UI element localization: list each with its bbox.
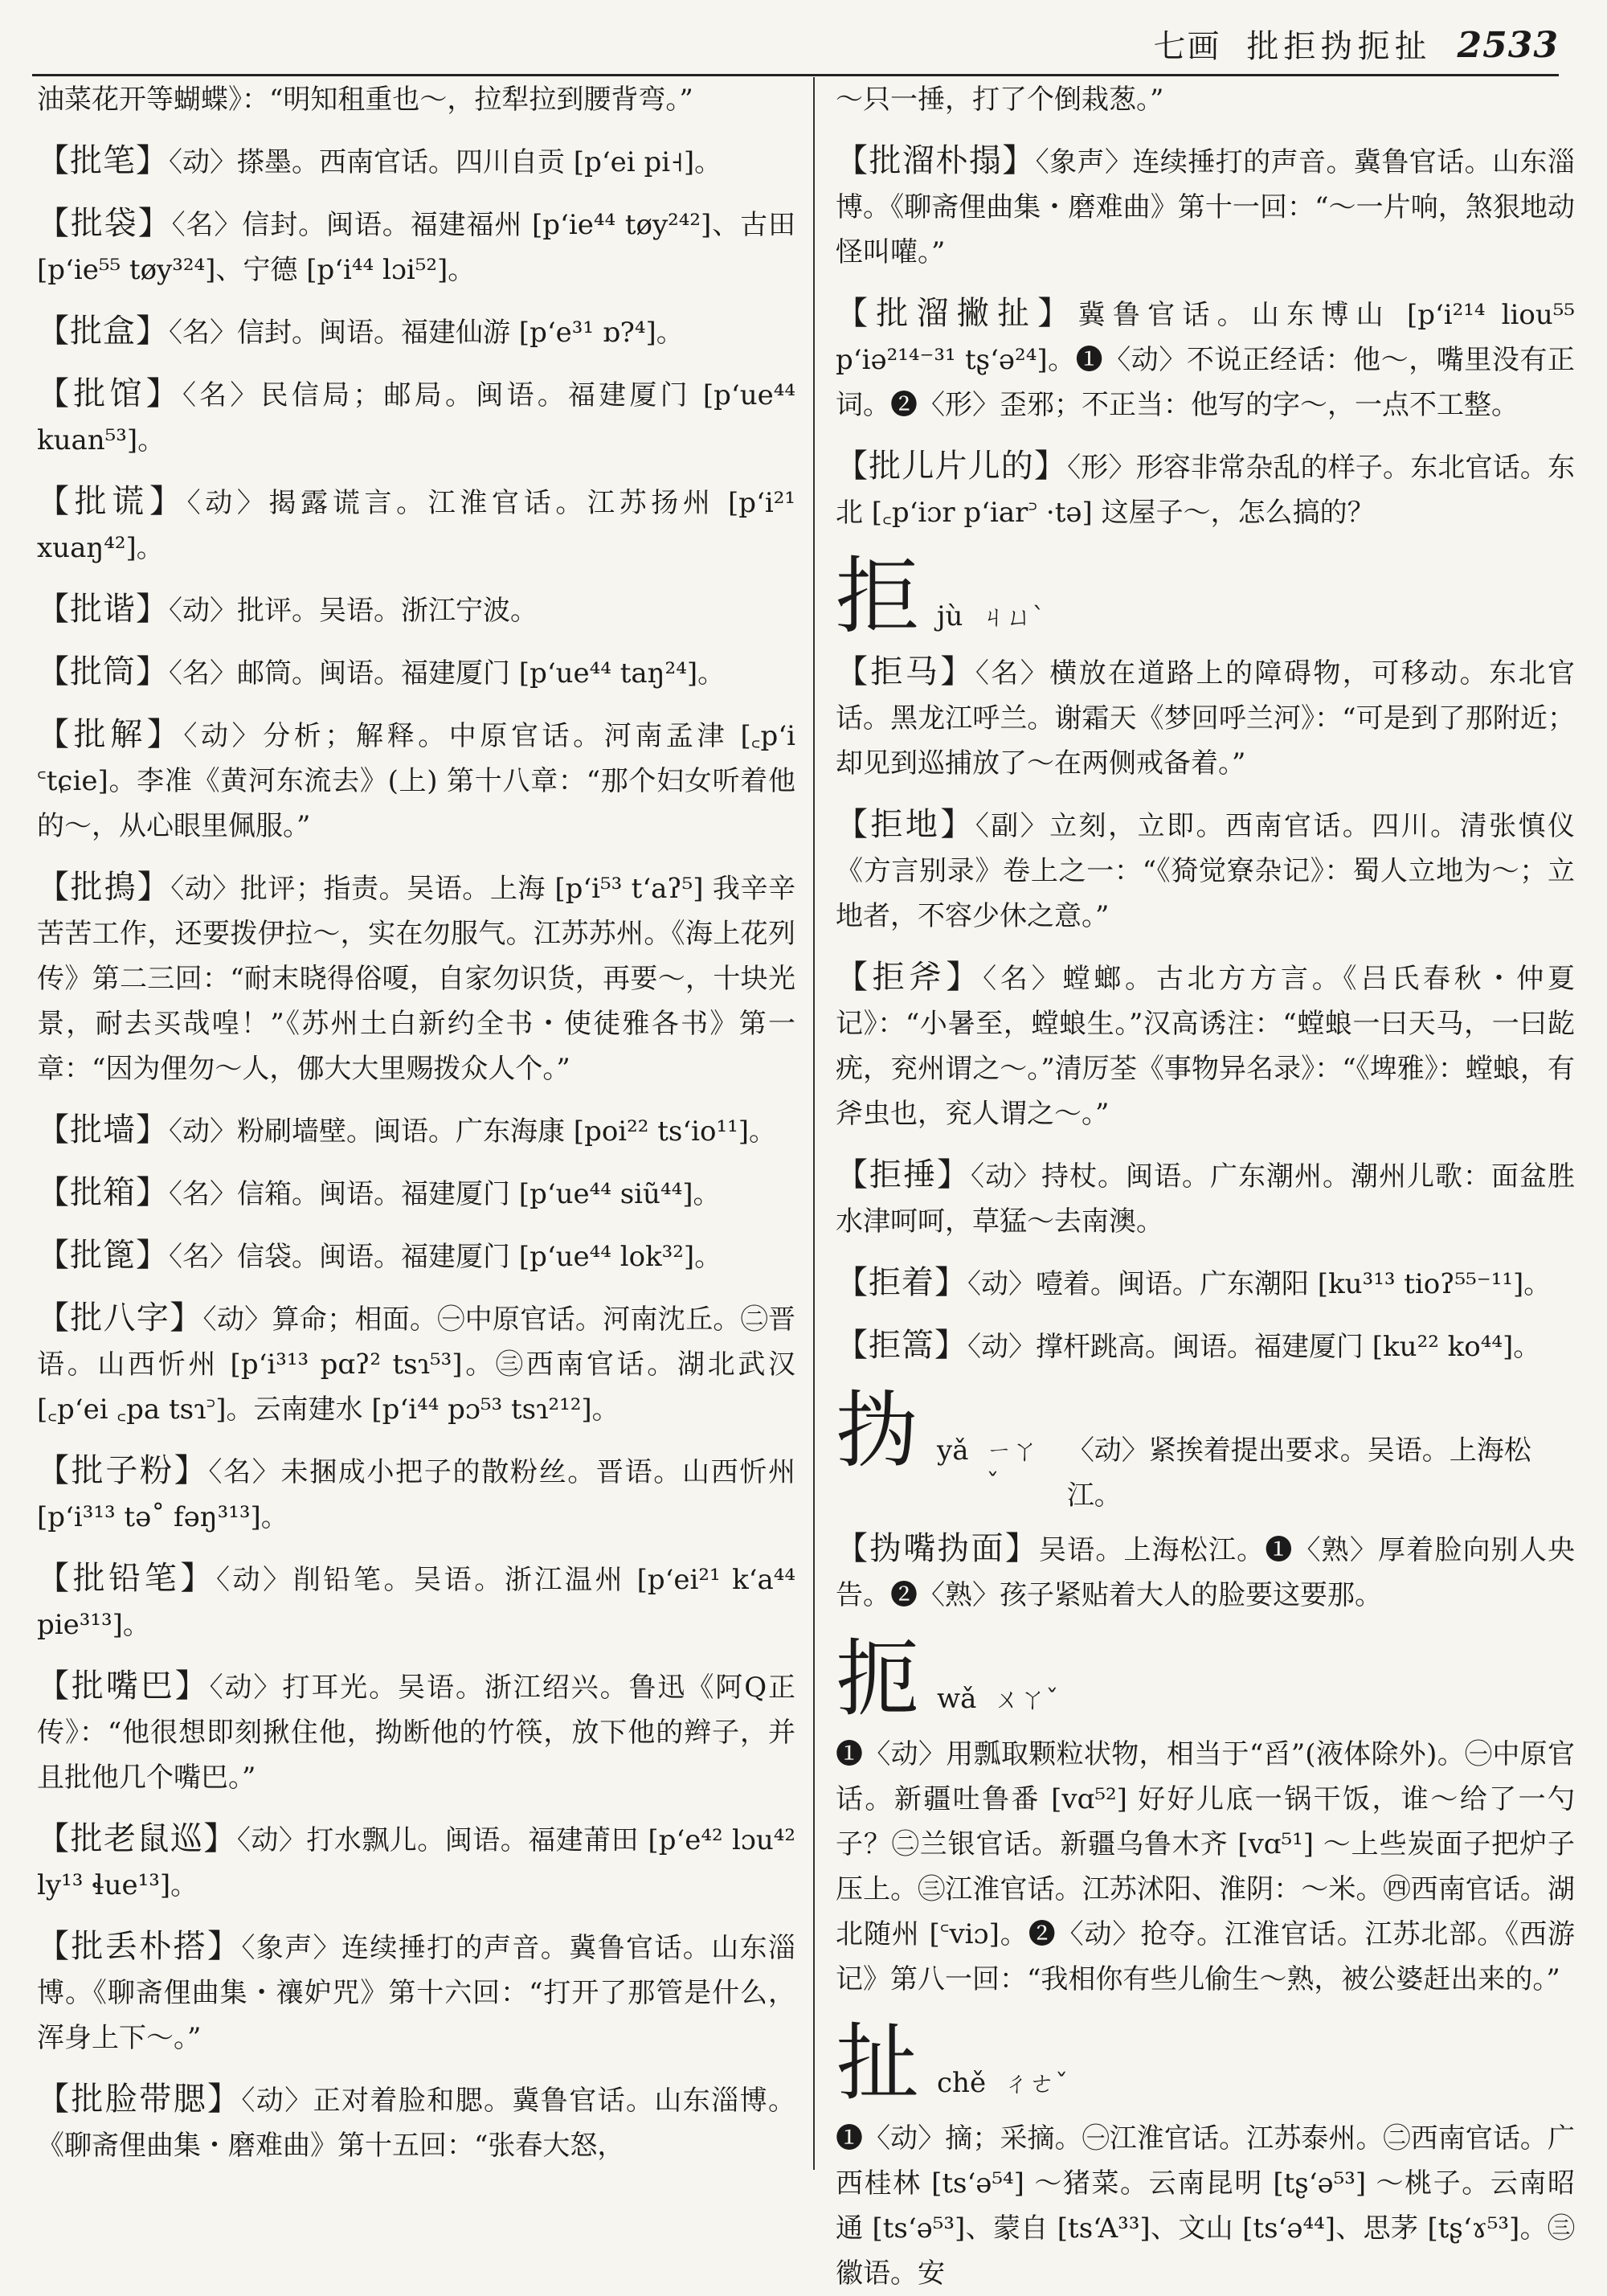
right-entries-a [836,138,1575,535]
entry-definition: 〈象声〉连续捶打的声音。冀鲁官话。山东淄博。《聊斋俚曲集・禳妒咒》第十六回：“打开了那管是什么，浑身上下～。” [37,1932,796,2054]
definition: ❶〈动〉用瓢取颗粒状物，相当于“舀”(液体除外)。㊀中原官话。新疆吐鲁番 [vɑ⁵²] 好好儿底一锅干饭，谁～给了一勺子？㊁兰银官话。新疆乌鲁木齐 [vɑ⁵¹] ～上些炭面子把炉子压上。㊂江淮官话。江苏沭阳、淮阴：～米。㊃西南官话。湖北随州 [꜂viɔ]。❷〈动〉抢夺。江淮官话。江苏北部。《西游记》第八一回：“我相你有些儿偷生～熟，被公婆赶出来的。” [836,1738,1575,1995]
dictionary-entry [37,2077,795,2168]
zhuyin: ㄧㄚˇ [986,1435,1038,1498]
character-heading-ya [836,1381,1575,1518]
head-character: 㧑 [836,1381,920,1480]
entry-headword: 【拒着】 [836,1264,967,1301]
entry-definition: 〈动〉批评；指责。吴语。上海 [p‘i⁵³ t‘aʔ⁵] 我辛辛苦苦工作，还要拨伊拉～，实在勿服气。江苏苏州。《海上花列传》第二三回：“耐末晓得俗嗄，自家勿识货，再要～，十块光景，耐去买哉喤！”《苏州土白新约全书・使徒雅各书》第一章：“因为俚勿～人，㑚大大里赐拨众人个。” [37,873,795,1085]
continuation-text: 油菜花开等蝴蝶》：“明知租重也～，拉犁拉到腰背弯。” [37,84,693,116]
entry-headword: 【批八字】 [37,1299,203,1336]
entry-definition: 〈动〉打耳光。吴语。浙江绍兴。鲁迅《阿Q正传》：“他很想即刻揪住他，拗断他的竹筷，放下他的辫子，并且批他几个嘴巴。” [37,1672,795,1794]
dictionary-entry [836,138,1575,275]
entry-headword: 【拒斧】 [836,959,983,996]
entry-definition: 〈动〉噎着。闽语。广东潮阳 [ku³¹³ tioʔ⁵⁵⁻¹¹]。 [967,1268,1552,1300]
dictionary-entry [37,1233,795,1279]
entry-headword: 【拒地】 [836,806,975,843]
entry-definition: 〈动〉批评。吴语。浙江宁波。 [169,595,538,627]
entry-headword: 【批解】 [37,716,184,753]
zhuyin: ㄔㄜˇ [1004,2068,1069,2098]
entry-headword: 【批盒】 [37,313,169,350]
entry-definition: 〈动〉揭露谎言。江淮官话。江苏扬州 [p‘i²¹ xuaŋ⁴²]。 [37,487,796,564]
entry-headword: 【批袋】 [37,205,172,242]
dictionary-entry [37,1556,795,1647]
entry-definition: 〈象声〉连续捶打的声音。冀鲁官话。山东淄博。《聊斋俚曲集・磨难曲》第十一回：“～一片响，煞狠地动怪叫嚾。” [836,146,1575,268]
entry-headword: 【㧑嘴㧑面】 [836,1530,1039,1567]
definition: 〈动〉紧挨着提出要求。吴语。上海松江。 [1066,1434,1531,1512]
entry-headword: 【批嘴巴】 [37,1668,210,1705]
entry-definition: 〈名〉横放在道路上的障碍物，可移动。东北官话。黑龙江呼兰。谢霜天《梦回呼兰河》：“可是到了那附近；却见到巡捕放了～在两侧戒备着。” [836,657,1576,780]
head-character: 扯 [836,2014,920,2112]
entry-definition: 〈动〉持杖。闽语。广东潮州。潮州儿歌：面盆胜水津呵呵，草猛～去南澳。 [836,1160,1575,1238]
entry-headword: 【批丢朴搭】 [37,1928,242,1965]
dictionary-entry [37,1295,795,1432]
page-number: 2533 [1457,25,1559,66]
pinyin: jù [937,600,963,632]
entry-headword: 【批篦】 [37,1237,169,1274]
character-heading-che [836,2014,1575,2112]
entry-definition: 〈动〉撑杆跳高。闽语。福建厦门 [ku²² ko⁴⁴]。 [967,1331,1541,1363]
entry-headword: 【批子粉】 [37,1452,209,1489]
entry-headword: 【批墙】 [37,1111,169,1148]
entry-headword: 【批儿片儿的】 [836,448,1068,485]
entry-headword: 【批笔】 [37,142,169,179]
entry-headword: 【批㨶】 [37,869,171,906]
dictionary-entry [836,444,1575,535]
dictionary-entry [836,802,1575,939]
entry-headword: 【批溜朴搨】 [836,142,1036,179]
entry-definition: 〈名〉螳螂。古北方方言。《吕氏春秋・仲夏记》：“小暑至，螳蜋生。”汉高诱注：“螳蜋一曰天马，一曰龁疣，兖州谓之～。”清厉荃《事物异名录》：“《埤雅》：螳蜋，有斧虫也，兖人谓之～。” [836,963,1576,1130]
entry-definition: 〈名〉信箱。闽语。福建厦门 [p‘ue⁴⁴ siũ⁴⁴]。 [169,1178,721,1210]
dictionary-entry [836,1323,1575,1369]
dictionary-entry [37,201,795,293]
dictionary-entry [37,479,795,571]
entry-definition: 〈名〉未捆成小把子的散粉丝。晋语。山西忻州 [p‘i³¹³ tə˚ fəŋ³¹³]。 [37,1456,796,1533]
entry-headword: 【拒篙】 [836,1327,967,1364]
entry-definition: 〈名〉信袋。闽语。福建厦门 [p‘ue⁴⁴ lok³²]。 [169,1241,722,1273]
header-rule [32,74,1559,76]
entry-definition: 〈名〉信封。闽语。福建仙游 [p‘e³¹ ɒ?⁴]。 [169,317,684,349]
entry-headword: 【批铅笔】 [37,1560,216,1597]
dictionary-entry [37,1448,795,1540]
entry-definition: 〈动〉正对着脸和腮。冀鲁官话。山东淄博。《聊斋俚曲集・磨难曲》第十五回：“张春大怒， [37,2085,796,2162]
dictionary-entry [836,1526,1575,1618]
dictionary-entry [37,1170,795,1217]
entry-definition: 吴语。上海松江。❶〈熟〉厚着脸向别人央告。❷〈熟〉孩子紧贴着大人的脸要这要那。 [836,1534,1575,1611]
entry-headword: 【批脸带腮】 [37,2081,242,2118]
dictionary-entry [836,955,1575,1136]
entry-headword: 【批箱】 [37,1174,169,1211]
continuation-text: ～只一捶，打了个倒栽葱。” [836,84,1164,116]
character-heading-ju [836,547,1575,645]
pinyin: chě [937,2067,987,2099]
dictionary-entry [836,1260,1575,1307]
entry-definition: 冀鲁官话。山东博山 [p‘i²¹⁴ liou⁵⁵ p‘iə²¹⁴⁻³¹ tʂ‘ə²⁴]。❶〈动〉不说正经话：他～，嘴里没有正词。❷〈形〉歪邪；不正当：他写的字～，一点不工整。 [836,299,1576,421]
left-entries [37,138,795,2168]
entry-definition: 〈名〉信封。闽语。福建福州 [p‘ie⁴⁴ tøy²⁴²]、古田 [p‘ie⁵⁵ tøy³²⁴]、宁德 [p‘i⁴⁴ lɔi⁵²]。 [37,209,796,286]
dictionary-entry [37,649,795,696]
dictionary-entry [37,712,795,849]
pinyin: wǎ [937,1683,977,1715]
zhuyin: ㄨㄚˇ [994,1684,1059,1714]
header-characters: 批拒㧑扼扯 [1246,28,1432,65]
dictionary-entry [37,1107,795,1154]
character-heading-wa [836,1630,1575,1728]
entry-definition: 〈副〉立刻，立即。西南官话。四川。清张慎仪《方言别录》卷上之一：“《猗觉寮杂记》：蜀人立地为～；立地者，不容少休之意。” [836,810,1576,932]
dictionary-entry [37,587,795,633]
dictionary-entry [37,138,795,185]
right-column [836,77,1576,2290]
entry-headword: 【批谎】 [37,483,187,520]
entry-headword: 【批溜撇扯】 [836,295,1078,332]
dictionary-entry [37,865,795,1091]
column-divider [813,77,815,2170]
dictionary-entry [836,1152,1575,1244]
entry-definition: 〈动〉削铅笔。吴语。浙江温州 [p‘ei²¹ k‘a⁴⁴ pie³¹³]。 [37,1564,796,1641]
stroke-count-label: 七画 [1153,28,1221,65]
zhuyin: ㄐㄩˋ [980,601,1045,632]
entry-definition: 〈动〉算命；相面。㊀中原官话。河南沈丘。㊁晋语。山西忻州 [p‘i³¹³ pɑʔ² tsɿ⁵³]。㊂西南官话。湖北武汉 [꜀p‘ei ꜀pa tsɿ꜄]。云南建水 [p‘i⁴⁴ pɔ⁵³ tsɿ²¹²]。 [37,1304,796,1426]
entry-headword: 【拒捶】 [836,1156,971,1193]
entry-definition: 〈名〉民信局；邮局。闽语。福建厦门 [p‘ue⁴⁴ kuan⁵³]。 [37,379,796,456]
entry-headword: 【批筒】 [37,653,169,690]
entry-definition: 〈形〉形容非常杂乱的样子。东北官话。东北 [꜀p‘iɔr p‘iar꜄ ·tə] 这屋子～，怎么搞的？ [836,452,1576,529]
dictionary-entry [37,1924,795,2061]
head-character: 扼 [836,1630,920,1728]
entry-definition: 〈动〉分析；解释。中原官话。河南孟津 [꜀p‘i ꜂tɕie]。李准《黄河东流去》(上) 第十八章：“那个妇女听着他的～，从心眼里佩服。” [37,720,796,842]
entry-definition: 〈动〉搽墨。西南官话。四川自贡 [p‘ei pi˧]。 [169,146,722,178]
entry-definition: 〈动〉打水飘儿。闽语。福建莆田 [p‘e⁴² lɔu⁴² ly¹³ ɬue¹³]。 [37,1824,796,1901]
entry-headword: 【批谐】 [37,591,169,628]
entry-headword: 【拒马】 [836,653,975,690]
dictionary-entry [37,1664,795,1800]
dictionary-entry [37,309,795,355]
dictionary-entry [836,291,1575,428]
entry-headword: 【批馆】 [37,375,182,412]
definition: ❶〈动〉摘；采摘。㊀江淮官话。江苏泰州。㊁西南官话。广西桂林 [ts‘ə⁵⁴] ～猪菜。云南昆明 [tʂ‘ə⁵³] ～桃子。云南昭通 [ts‘ə⁵³]、蒙自 [ts‘A³³]、文山 [ts‘ə⁴⁴]、思茅 [tʂ‘ɤ⁵³]。㊂徽语。安 [836,2122,1575,2290]
pinyin: yǎ [937,1434,969,1467]
running-head [32,21,1559,69]
dictionary-entry [37,1816,795,1908]
dictionary-entry [836,649,1575,786]
entry-headword: 【批老鼠巡】 [37,1820,237,1857]
dictionary-entry [37,371,795,463]
entry-definition: 〈动〉粉刷墙壁。闽语。广东海康 [poi²² ts‘io¹¹]。 [169,1115,777,1148]
head-character: 拒 [836,547,920,645]
left-column [37,77,795,2170]
right-entries-b [836,649,1575,1369]
entry-definition: 〈名〉邮筒。闽语。福建厦门 [p‘ue⁴⁴ taŋ²⁴]。 [169,657,726,690]
right-entries-c [836,1526,1575,1618]
